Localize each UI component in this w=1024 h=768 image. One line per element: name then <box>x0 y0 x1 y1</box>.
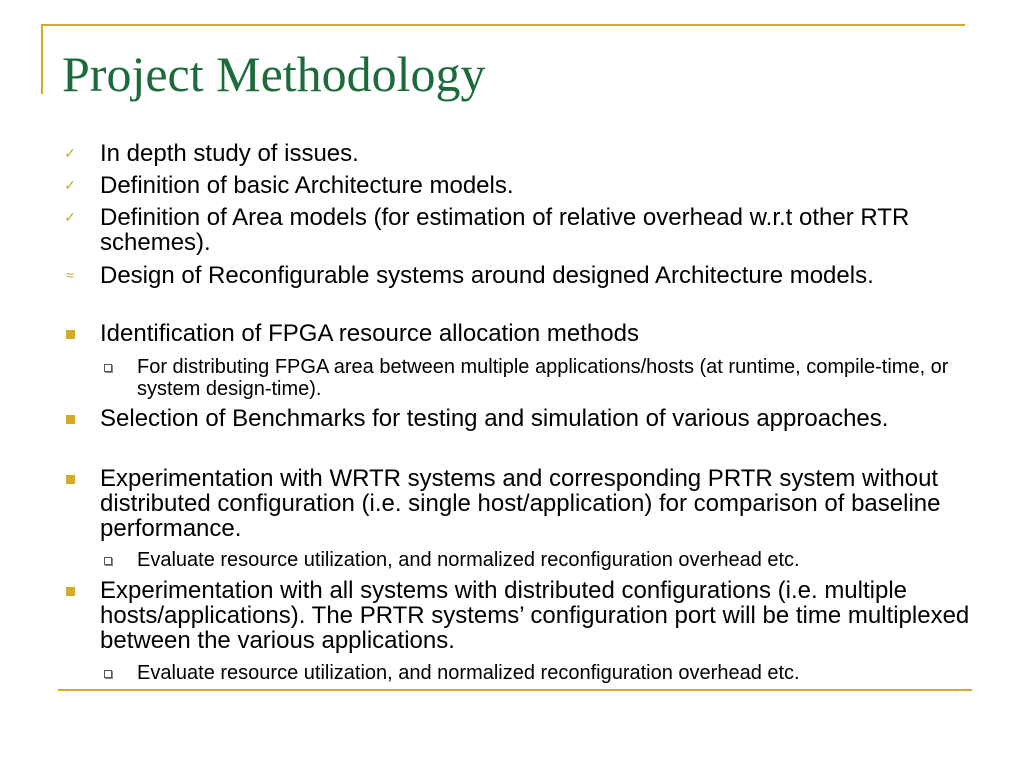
item-text: Definition of basic Architecture models. <box>100 172 514 199</box>
approx-icon: ≈ <box>66 267 74 283</box>
item-text: Experimentation with all systems with distributed configurations (i.e. multiple hosts/applications). The PRTR systems’ configuration port will be time multiplexed between the various applications. <box>100 577 970 654</box>
sub-bullet-item <box>137 549 967 571</box>
item-text: Identification of FPGA resource allocation methods <box>100 320 639 347</box>
bullet-item <box>64 172 980 199</box>
sub-bullet-item <box>137 356 967 400</box>
item-text: Evaluate resource utilization, and normalized reconfiguration overhead etc. <box>137 662 800 684</box>
square-icon <box>60 321 80 346</box>
square-icon <box>60 406 80 431</box>
check-icon: ✓ <box>64 177 76 193</box>
item-text: Design of Reconfigurable systems around designed Architecture models. <box>100 262 874 289</box>
item-text: Experimentation with WRTR systems and corresponding PRTR system without distributed configuration (i.e. single host/application) for comparison of baseline performance. <box>100 465 941 542</box>
bullet-item <box>66 262 980 289</box>
sub-bullet-item <box>137 662 967 684</box>
check-icon: ✓ <box>64 209 76 225</box>
item-text: In depth study of issues. <box>100 140 359 167</box>
left-rule <box>41 24 43 94</box>
item-text: Evaluate resource utilization, and normalized reconfiguration overhead etc. <box>137 549 800 571</box>
bullet-item <box>100 406 980 431</box>
hollow-square-icon <box>98 356 118 378</box>
slide-title: Project Methodology <box>62 46 486 102</box>
bottom-rule <box>58 689 972 691</box>
item-text: For distributing FPGA area between multiple applications/hosts (at runtime, compile-time, or system design-time). <box>137 356 949 400</box>
bullet-item <box>100 466 980 541</box>
top-rule <box>42 24 965 26</box>
item-text: Selection of Benchmarks for testing and simulation of various approaches. <box>100 405 889 432</box>
square-icon <box>60 578 80 603</box>
bullet-item <box>64 140 980 167</box>
square-icon <box>60 466 80 491</box>
bullet-item <box>100 578 980 653</box>
hollow-square-icon <box>98 549 118 571</box>
bullet-item <box>64 204 980 256</box>
hollow-square-icon <box>98 662 118 684</box>
check-icon: ✓ <box>64 145 76 161</box>
item-text: Definition of Area models (for estimation of relative overhead w.r.t other RTR schemes). <box>100 204 910 256</box>
bullet-item <box>100 321 980 346</box>
